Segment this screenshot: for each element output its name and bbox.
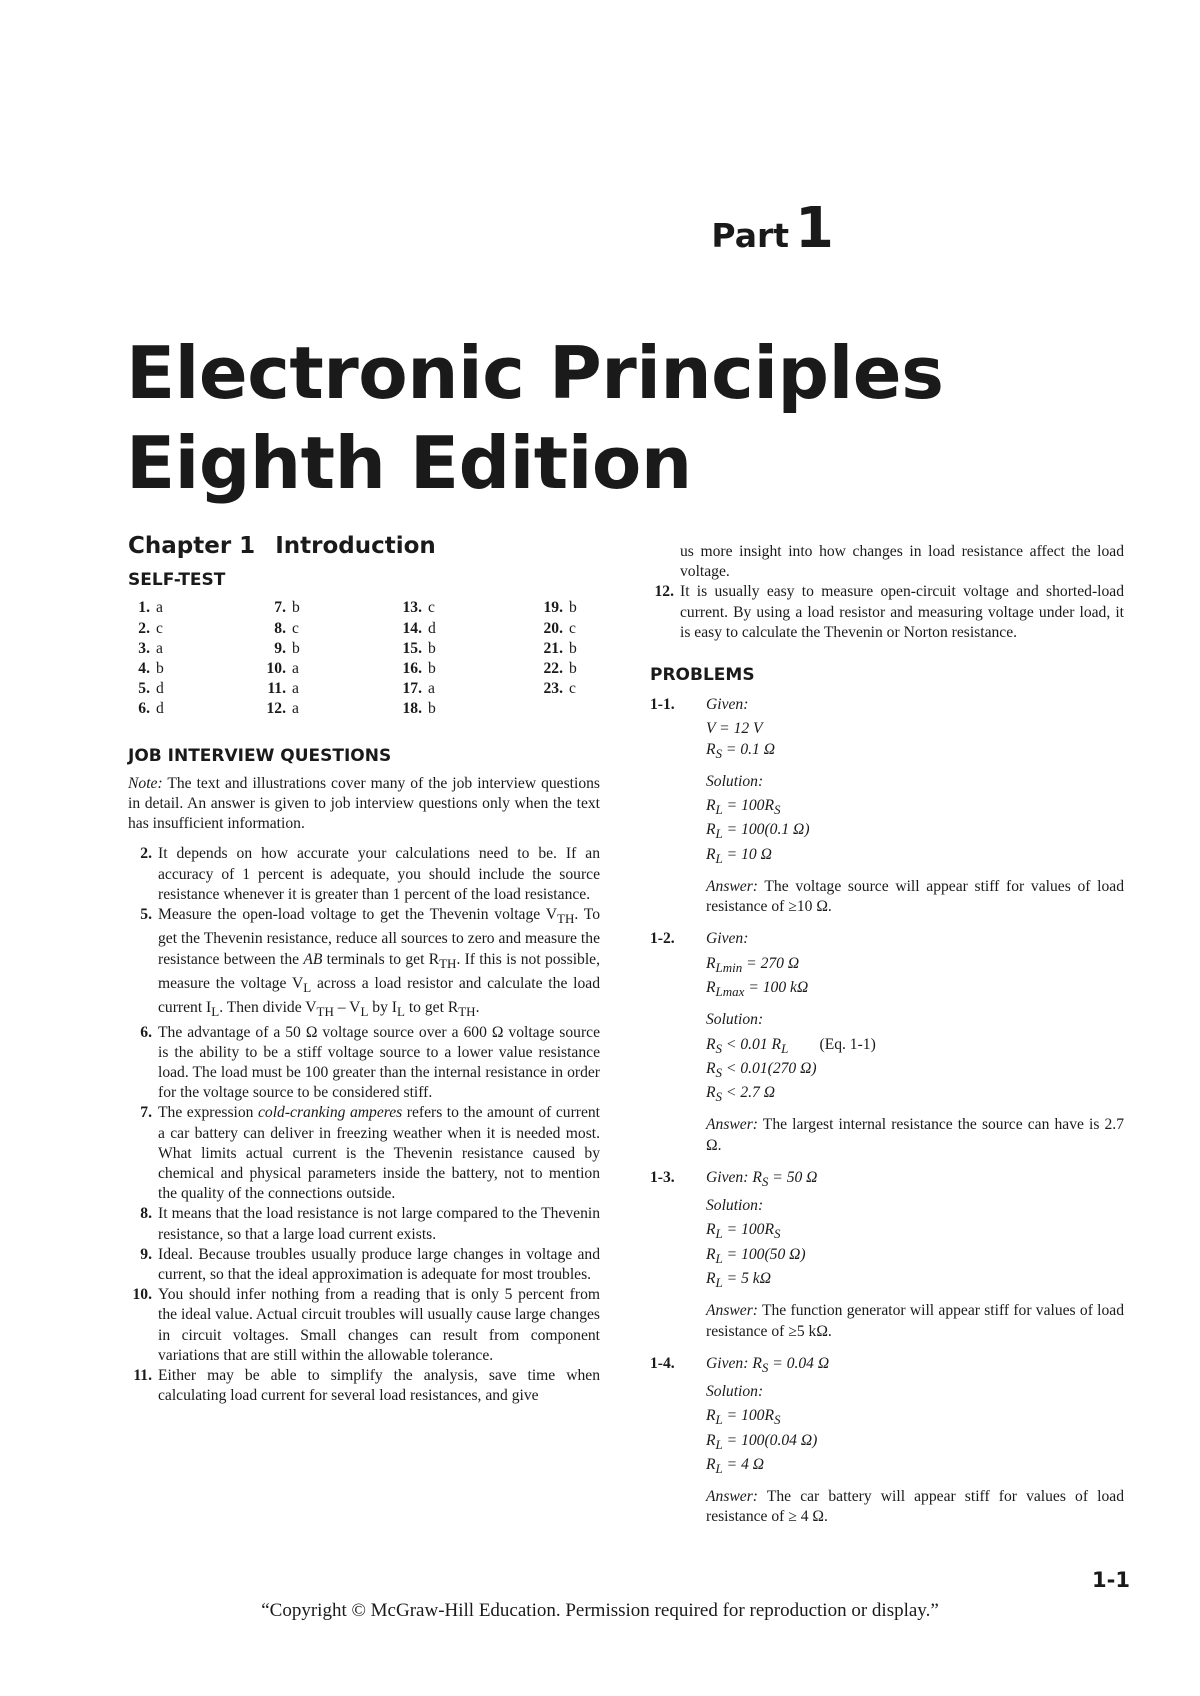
job-interview-item-number: 2.: [140, 845, 152, 863]
answer-letter: c: [292, 619, 299, 637]
self-test-answer: [128, 598, 264, 618]
answer-number: 9.: [274, 639, 286, 657]
answer-letter: a: [292, 660, 299, 678]
answer-number: 11.: [267, 680, 286, 698]
equation: $R_S = 0.1$ Ω: [706, 740, 776, 761]
problem-body: [700, 1354, 1124, 1538]
book-title: [126, 328, 1026, 508]
answer-number: 7.: [274, 599, 286, 617]
job-interview-item-text: The expression cold-cranking amperes refers to the amount of current a car battery can deliver in freezing weather when it is needed most. What limits actual current is the Thevenin resistance caused by chemical and physical parameters inside the battery, not to mention the quality of the connections outside.: [158, 1104, 601, 1203]
given-label: Given:: [706, 1354, 749, 1372]
job-interview-item: [128, 1204, 600, 1244]
answer-letter: b: [428, 660, 436, 678]
answer-letter: a: [292, 700, 299, 718]
answer-number: 14.: [402, 619, 422, 637]
given-inline-value: $R_S = 0.04$ Ω: [752, 1354, 830, 1375]
problem-body: [700, 695, 1124, 927]
solution-steps: [706, 1220, 1124, 1293]
equation: $R_L = 100(50$ Ω): [706, 1245, 806, 1266]
job-interview-item: [128, 905, 600, 1022]
answer-letter: d: [156, 700, 164, 718]
self-test-answer: [128, 699, 264, 719]
self-test-answer: [400, 659, 541, 679]
job-interview-item-number: 7.: [140, 1104, 152, 1122]
self-test-column: [128, 598, 264, 719]
answer-number: 6.: [138, 700, 150, 718]
job-interview-item-text: You should infer nothing from a reading that is only 5 percent from the ideal value. Actual circuit troubles will usually cause large changes in circuit voltages. Small changes can result from component variations that are still within the allowable tolerance.: [158, 1286, 600, 1364]
job-interview-item-text: Either may be able to simplify the analysis, save time when calculating load current for several load resistances, and give: [158, 1366, 600, 1405]
job-interview-item-number: 12.: [654, 583, 674, 601]
job-interview-item: [128, 1366, 600, 1406]
book-title-line-2: Eighth Edition: [126, 421, 692, 505]
answer-number: 21.: [543, 639, 563, 657]
given-label: Given:: [706, 930, 749, 948]
chapter-label: Chapter 1: [128, 533, 256, 559]
job-interview-item-number: 10.: [132, 1286, 152, 1304]
answer-number: 1.: [138, 599, 150, 617]
given-values: [706, 719, 1124, 764]
job-interview-item-text: Measure the open-load voltage to get the Thevenin voltage $V_{TH}$. To get the Thevenin resistance, reduce all sources to zero and measure the resistance between the AB terminals to get $R_{TH}$. If this is not possible, measure the voltage $V_L$ across a load resistor and calculate the load current $I_L$. Then divide $V_{TH} - V_L$ by $I_L$ to get $R_{TH}$.: [158, 906, 601, 1020]
equation: $R_L = 100(0.1$ Ω): [706, 821, 810, 842]
answer-number: 5.: [138, 680, 150, 698]
part-number: 1: [795, 196, 834, 261]
self-test-answer: [400, 619, 541, 639]
given-line: [706, 695, 1124, 715]
solution-steps: [706, 1035, 1124, 1108]
problem-answer: [706, 1487, 1124, 1527]
equation: $R_S < 0.01$ $R_L$ (Eq. 1-1): [706, 1035, 876, 1056]
answer-letter: a: [156, 639, 163, 657]
page-number: 1-1: [1092, 1568, 1130, 1592]
solution-label: Solution:: [706, 1197, 764, 1215]
solution-steps: [706, 1406, 1124, 1479]
answer-number: 16.: [402, 660, 422, 678]
answer-letter: c: [569, 619, 576, 637]
self-test-answer: [264, 679, 400, 699]
job-interview-item-number: 5.: [140, 906, 152, 924]
problem-item: [650, 1354, 1124, 1538]
equation: $R_L = 4$ Ω: [706, 1455, 765, 1476]
solution-label: Solution:: [706, 772, 764, 790]
given-values: [706, 954, 1124, 1003]
answer-text: The car battery will appear stiff for values of load resistance of ≥ 4 Ω.: [706, 1488, 1124, 1526]
answer-letter: c: [156, 619, 163, 637]
answer-label: Answer:: [706, 1116, 758, 1134]
self-test-answer: [541, 659, 601, 679]
job-interview-item: [128, 1023, 600, 1104]
problem-answer: [706, 877, 1124, 917]
solution-label: Solution:: [706, 1383, 764, 1401]
answer-text: The function generator will appear stiff for values of load resistance of ≥5 kΩ.: [706, 1302, 1125, 1340]
problem-list: [650, 695, 1124, 1537]
given-line: [706, 1168, 1124, 1192]
answer-label: Answer:: [706, 878, 758, 896]
problems-heading: PROBLEMS: [650, 665, 755, 686]
self-test-answer: [264, 659, 400, 679]
self-test-column: [400, 598, 541, 719]
equation: $R_S < 2.7$ Ω: [706, 1084, 776, 1105]
answer-number: 17.: [402, 680, 422, 698]
equation: $R_L = 100R_S$: [706, 1221, 781, 1242]
self-test-answers: [128, 598, 600, 719]
job-interview-item-text: It is usually easy to measure open-circuit voltage and shorted-load current. By using a load resistor and measuring voltage under load, it is easy to calculate the Thevenin or Norton resistance.: [680, 583, 1124, 641]
answer-letter: b: [428, 700, 436, 718]
job-interview-item: [128, 1103, 600, 1204]
answer-number: 15.: [402, 639, 422, 657]
self-test-answer: [128, 679, 264, 699]
self-test-answer: [541, 619, 601, 639]
equation: $R_L = 100(0.04$ Ω): [706, 1431, 818, 1452]
chapter-name: Introduction: [275, 533, 436, 559]
problem-body: [700, 929, 1124, 1165]
job-interview-item: [128, 1285, 600, 1366]
answer-number: 18.: [402, 700, 422, 718]
equation: $R_S < 0.01(270$ Ω): [706, 1059, 817, 1080]
book-title-line-1: Electronic Principles: [126, 331, 944, 415]
self-test-answer: [264, 639, 400, 659]
equation: $R_L = 10$ Ω: [706, 845, 772, 866]
solution-label: Solution:: [706, 1011, 764, 1029]
self-test-column: [264, 598, 400, 719]
job-interview-item-number: 8.: [140, 1205, 152, 1223]
answer-number: 4.: [138, 660, 150, 678]
part-word: Part: [711, 216, 790, 255]
right-column: [650, 542, 1124, 1538]
job-interview-item: [128, 1245, 600, 1285]
problem-answer: [706, 1115, 1124, 1155]
self-test-answer: [128, 659, 264, 679]
self-test-answer: [264, 598, 400, 618]
part-label: [711, 196, 834, 261]
answer-text: The largest internal resistance the source can have is 2.7 Ω.: [706, 1116, 1124, 1154]
job-interview-item-text: Ideal. Because troubles usually produce large changes in voltage and current, so that the ideal approximation is adequate for most troubles.: [158, 1245, 600, 1283]
self-test-answer: [264, 699, 400, 719]
job-interview-item-number: 11.: [133, 1366, 152, 1384]
answer-number: 3.: [138, 639, 150, 657]
answer-letter: b: [569, 639, 577, 657]
job-interview-item: [128, 844, 600, 905]
problem-item: [650, 695, 1124, 927]
problem-number: 1-4.: [650, 1354, 675, 1372]
answer-number: 20.: [543, 619, 563, 637]
self-test-answer: [264, 619, 400, 639]
answer-number: 13.: [402, 599, 422, 617]
answer-label: Answer:: [706, 1302, 758, 1320]
given-inline-value: $R_S = 50$ Ω: [752, 1168, 818, 1189]
answer-number: 2.: [138, 619, 150, 637]
chapter-heading: [128, 533, 600, 559]
solution-steps: [706, 796, 1124, 869]
equation: $R_{Lmin} = 270$ Ω: [706, 954, 800, 975]
self-test-answer: [128, 619, 264, 639]
given-label: Given:: [706, 1168, 749, 1186]
self-test-answer: [128, 639, 264, 659]
answer-letter: a: [156, 599, 163, 617]
equation: $R_L = 5$ kΩ: [706, 1270, 771, 1291]
job-interview-item-number: 9.: [140, 1245, 152, 1263]
job-interview-heading: JOB INTERVIEW QUESTIONS: [128, 745, 392, 766]
given-line: [706, 929, 1124, 949]
answer-label: Answer:: [706, 1488, 758, 1506]
equation: $R_L = 100R_S$: [706, 797, 781, 818]
equation: $R_L = 100R_S$: [706, 1407, 781, 1428]
answer-number: 8.: [274, 619, 286, 637]
problem-number: 1-2.: [650, 930, 675, 948]
job-interview-item-text: The advantage of a 50 Ω voltage source over a 600 Ω voltage source is the ability to be a stiff voltage source to a lower value resistance load. The load must be 100 greater than the internal resistance in order for the voltage source to be considered stiff.: [158, 1023, 600, 1102]
answer-letter: b: [292, 599, 300, 617]
self-test-column: [541, 598, 601, 719]
problem-number: 1-1.: [650, 696, 675, 714]
given-label: Given:: [706, 696, 749, 714]
answer-letter: a: [292, 680, 299, 698]
job-interview-item-text: It depends on how accurate your calculations need to be. If an accuracy of 1 percent is adequate, you should include the source resistance whenever it is greater than 1 percent of the load resistance.: [158, 845, 600, 903]
equation: $R_{Lmax} = 100$ kΩ: [706, 979, 809, 1000]
job-interview-item-number: 6.: [140, 1023, 152, 1041]
answer-letter: b: [292, 639, 300, 657]
answer-number: 19.: [543, 599, 563, 617]
job-interview-note: [128, 774, 600, 835]
equation: V = 12 V: [706, 720, 763, 738]
job-interview-item: [650, 582, 1124, 643]
job-interview-list: [128, 844, 600, 1406]
problem-body: [700, 1168, 1124, 1352]
self-test-answer: [400, 699, 541, 719]
note-text: The text and illustrations cover many of the job interview questions in detail. An answer is given to job interview questions only when the text has insufficient information.: [128, 774, 600, 833]
problem-item: [650, 929, 1124, 1165]
given-line: [706, 1354, 1124, 1378]
answer-letter: d: [156, 680, 164, 698]
self-test-answer: [541, 639, 601, 659]
answer-letter: b: [156, 660, 164, 678]
self-test-answer: [541, 598, 601, 618]
answer-letter: c: [428, 599, 435, 617]
answer-letter: b: [569, 599, 577, 617]
left-column: [128, 533, 601, 1406]
self-test-answer: [400, 639, 541, 659]
self-test-answer: [400, 598, 541, 618]
answer-number: 22.: [543, 660, 563, 678]
problem-answer: [706, 1301, 1124, 1341]
answer-letter: a: [428, 680, 435, 698]
answer-number: 12.: [266, 700, 286, 718]
problem-number: 1-3.: [650, 1168, 675, 1186]
answer-letter: b: [569, 660, 577, 678]
answer-letter: c: [569, 680, 576, 698]
answer-text: The voltage source will appear stiff for values of load resistance of ≥10 Ω.: [706, 878, 1124, 916]
self-test-heading: SELF-TEST: [128, 570, 226, 591]
job-interview-item-text: It means that the load resistance is not large compared to the Thevenin resistance, so that a large load current exists.: [158, 1205, 600, 1243]
answer-letter: b: [428, 639, 436, 657]
answer-number: 10.: [266, 660, 286, 678]
problem-item: [650, 1168, 1124, 1352]
self-test-answer: [400, 679, 541, 699]
answer-number: 23.: [543, 680, 563, 698]
answer-letter: d: [428, 619, 436, 637]
note-label: Note:: [128, 774, 163, 792]
answer-11-continuation: us more insight into how changes in load resistance affect the load voltage.: [680, 543, 1124, 581]
copyright-notice: “Copyright © McGraw-Hill Education. Permission required for reproduction or display.”: [261, 1600, 939, 1621]
self-test-answer: [541, 679, 601, 699]
